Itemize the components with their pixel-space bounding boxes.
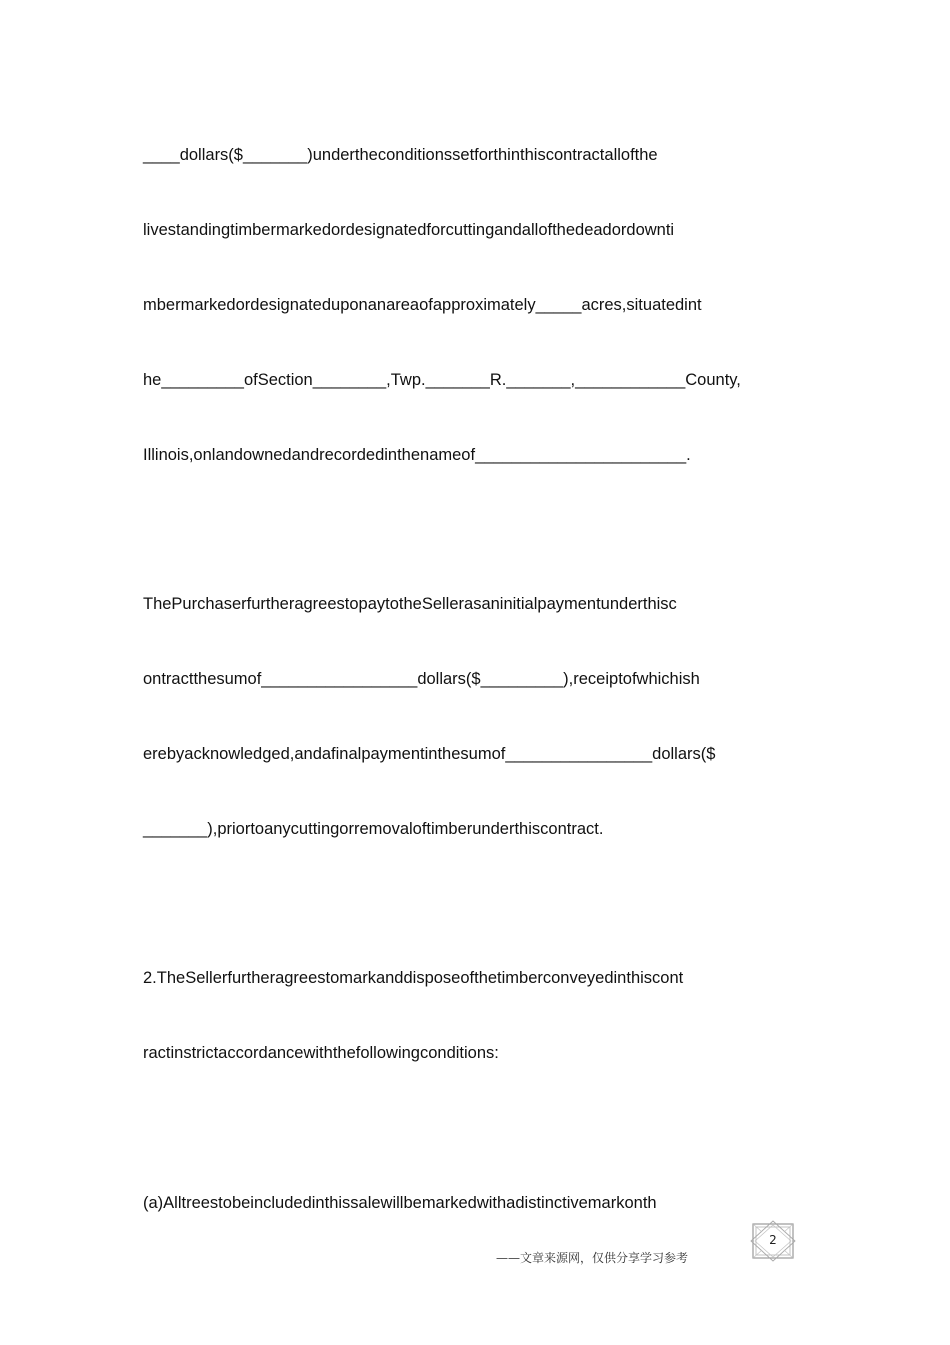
page-number: 2 — [769, 1233, 777, 1247]
text-line: mbermarkedordesignateduponanareaofapproximately_____acres,situatedint — [143, 296, 702, 314]
text-line: Illinois,onlandownedandrecordedinthenameof_______________________. — [143, 446, 691, 464]
text-line: erebyacknowledged,andafinalpaymentinthesumof________________dollars($ — [143, 745, 716, 763]
text-line: livestandingtimbermarkedordesignatedforcuttingandallofthedeadordownti — [143, 221, 675, 239]
text-line: (a)Alltreestobeincludedinthissalewillbemarkedwithadistinctivemarkonth — [143, 1194, 657, 1212]
text-line: ThePurchaserfurtheragreestopaytotheSellerasaninitialpaymentunderthisc — [143, 595, 677, 613]
text-line: he_________ofSection________,Twp._______R._______,____________County, — [143, 371, 741, 389]
text-line: ____dollars($_______)undertheconditionssetforthinthiscontractallofthe — [143, 146, 658, 164]
text-line: _______),priortoanycuttingorremovaloftimberunderthiscontract. — [143, 820, 604, 838]
text-line: ontractthesumof_________________dollars($_________),receiptofwhichish — [143, 670, 700, 688]
page-number-badge — [750, 1220, 796, 1262]
text-line: ractinstrictaccordancewiththefollowingconditions: — [143, 1044, 499, 1062]
footer-source-note: ——文章来源网，仅供分享学习参考 — [496, 1251, 689, 1265]
text-line: 2.TheSellerfurtheragreestomarkanddisposeofthetimberconveyedinthiscont — [143, 969, 684, 987]
